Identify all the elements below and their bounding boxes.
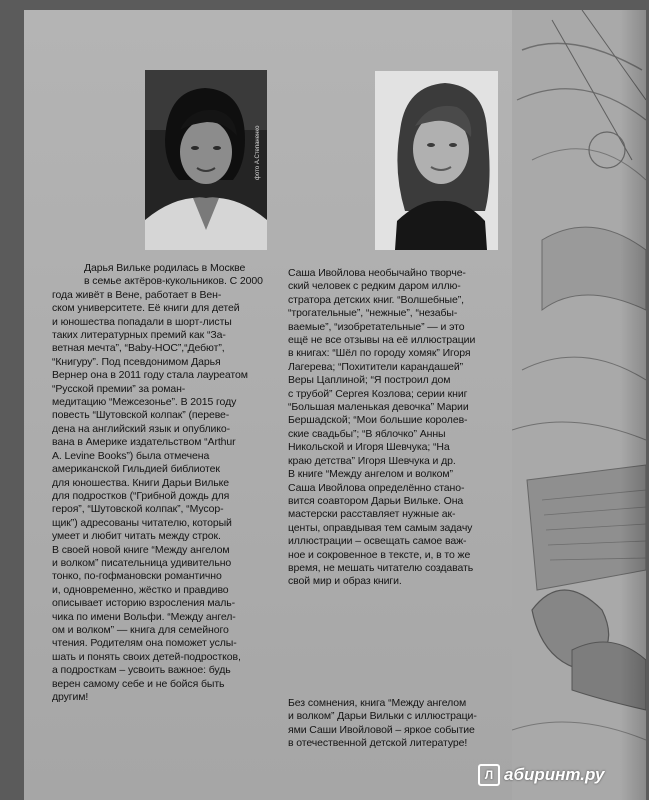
illustrator-bio-line: Лагерева; “Похитители карандашей” — [288, 360, 464, 373]
author-bio-line: американской Гильдией библиотек — [52, 463, 220, 476]
labirint-logo-icon: Л — [478, 764, 500, 786]
author-bio-line: для юношества. Книги Дарьи Вильке — [52, 476, 229, 489]
author-bio-line: Дарья Вильке родилась в Москве — [84, 262, 246, 274]
illustrator-bio-line: Саша Ивойлова необычайно творче- — [288, 267, 466, 279]
illustrator-bio-line: Бершадской; “Мои большие королев- — [288, 414, 468, 427]
author-bio-line: вана в Америке издательством “Arthur — [52, 436, 236, 449]
author-bio-line: дена на английский язык и опублико- — [52, 422, 230, 435]
illustrator-bio-line: иллюстрации – освещать самое важ- — [288, 535, 467, 548]
illustrator-bio-line: в книгах: “Шёл по городу хомяк” Игоря — [288, 347, 471, 360]
closing-line: в отечественной детской литературе! — [288, 737, 468, 750]
author-bio-line: и юношества попадали в шорт-листы — [52, 315, 232, 328]
illustrator-bio-line: ещё не все отзывы на её иллюстрации — [288, 334, 476, 347]
author-bio-line: чтения. Родителям она поможет услы- — [52, 637, 237, 650]
decorative-engraving — [512, 10, 646, 800]
illustrator-bio-line: вится соавтором Дарьи Вильке. Она — [288, 494, 464, 507]
illustrator-bio-line: Никольской и Игоря Шевчука; “На — [288, 441, 450, 454]
author-bio-line: ветная мечта”, “Baby-НОС”,“Дебют”, — [52, 342, 225, 355]
author-bio-line: В своей новой книге “Между ангелом — [52, 543, 230, 556]
author-bio-line: ском университете. Её книги для детей — [52, 302, 240, 315]
closing-line: Без сомнения, книга “Между ангелом — [288, 697, 467, 709]
labirint-watermark — [478, 764, 604, 786]
author-bio-line: описывает историю взросления маль- — [52, 597, 236, 610]
watermark-text: абиринт.ру — [504, 765, 605, 784]
book-back-cover — [24, 10, 646, 800]
author-bio-line: а подросткам – усвоить важное: будь — [52, 664, 231, 677]
closing-statement — [288, 697, 538, 751]
author-bio-line: и волком” писательница удивительно — [52, 556, 232, 569]
author-bio-line: и, одновременно, жёстко и правдиво — [52, 583, 229, 596]
illustrator-bio-line: “Большая маленькая девочка” Марии — [288, 401, 469, 414]
illustrator-bio — [288, 267, 518, 589]
illustrator-bio-line: ский человек с редким даром иллю- — [288, 280, 461, 293]
author-bio-line: года живёт в Вене, работает в Вен- — [52, 288, 222, 301]
illustrator-bio-line: мастерски расставляет нужные ак- — [288, 508, 456, 521]
illustrator-bio-line: свой мир и образ книги. — [288, 575, 402, 588]
illustrator-bio-line: Саша Ивойлова определённо стано- — [288, 481, 465, 494]
illustrator-bio-line: Веры Цаплиной; “Я построил дом — [288, 374, 451, 387]
author-bio-line: для подростков (“Грибной дождь для — [52, 489, 230, 502]
author-bio-line: шать и понять своих детей-подростков, — [52, 650, 241, 663]
illustrator-bio-line: центы, оправдывая тем самым задачу — [288, 521, 473, 534]
author-bio-line: другим! — [52, 691, 89, 703]
author-bio-line: умеет и любит читать между строк. — [52, 530, 221, 543]
author-bio-line: щик”) адресованы читателю, который — [52, 516, 232, 529]
closing-line: ями Саши Ивойловой – яркое событие — [288, 723, 475, 736]
illustrator-bio-line: время, не мешать читателю создавать — [288, 561, 474, 574]
author-bio-line: “Русской премии” за роман- — [52, 382, 186, 395]
author-bio-line: верен самому себе и не бойся быть — [52, 677, 225, 690]
illustrator-bio-line: В книге “Между ангелом и волком” — [288, 468, 453, 481]
author-bio-line: ом и волком” — книга для семейного — [52, 623, 229, 636]
author-bio-line: чика по имени Вольфи. “Между ангел- — [52, 610, 236, 623]
illustrator-photo — [375, 71, 498, 250]
illustrator-bio-line: с трубой” Сергея Козлова; серии книг — [288, 387, 468, 400]
illustrator-bio-line: краю детства” Игоря Шевчука и др. — [288, 454, 456, 467]
author-bio-line: A. Levine Books”) была отмечена — [52, 449, 210, 462]
illustrator-bio-line: “трогательные”, “нежные”, “незабы- — [288, 307, 458, 320]
author-bio-line: героя”, “Шутовской колпак”, “Мусор- — [52, 503, 224, 516]
author-bio — [48, 262, 288, 704]
author-bio-line: медитацию “Межсезонье”. В 2015 году — [52, 396, 237, 409]
author-bio-line: Вернер она в 2011 году стала лауреатом — [52, 369, 248, 382]
illustrator-bio-line: ваемые”, “изобретательные” — и это — [288, 320, 465, 333]
closing-line: и волком” Дарьи Вильки с иллюстраци- — [288, 710, 477, 723]
author-bio-line: таких литературных премий как “За- — [52, 329, 226, 342]
illustrator-bio-line: ские свадьбы”; “В яблочко” Анны — [288, 427, 446, 440]
author-photo — [145, 70, 267, 250]
author-bio-line: тонко, по-гофмановски романтично — [52, 570, 222, 583]
author-bio-line: “Книгуру”. Под псевдонимом Дарья — [52, 355, 221, 368]
author-bio-line: в семье актёров-кукольников. С 2000 — [84, 275, 263, 288]
author-bio-line: повесть “Шутовской колпак” (переве- — [52, 409, 230, 422]
illustrator-bio-line: стратора детских книг. “Волшебные”, — [288, 293, 464, 306]
illustrator-bio-line: ное и сокровенное в тексте, и, в то же — [288, 548, 471, 561]
photo-credit: фото А.Степаненко — [255, 125, 261, 180]
